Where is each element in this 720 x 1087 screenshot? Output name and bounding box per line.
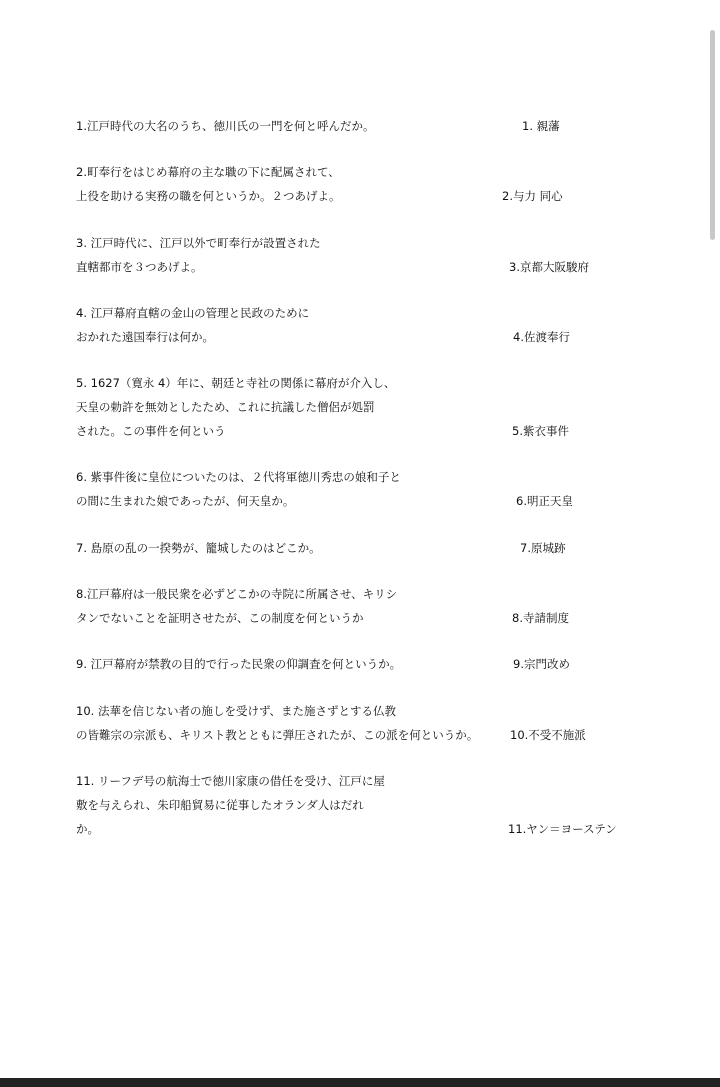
vertical-scrollbar[interactable] (710, 30, 715, 240)
answer-10: 10.不受不施派 (510, 728, 586, 742)
answer-3: 3.京都大阪駿府 (509, 260, 589, 274)
answer-2: 2.与力 同心 (502, 189, 563, 203)
answer-9: 9.宗門改め (513, 657, 570, 671)
answer-6: 6.明正天皇 (516, 494, 573, 508)
question-5-line-3: された。この事件を何という (76, 424, 226, 438)
answer-5: 5.紫衣事件 (512, 424, 569, 438)
question-6-line-2: の間に生まれた娘であったが、何天皇か。 (76, 494, 295, 508)
question-9-line-1: 9. 江戸幕府が禁教の目的で行った民衆の仰調査を何というか。 (76, 657, 402, 671)
answer-8: 8.寺請制度 (512, 611, 569, 625)
bottom-bar (0, 1078, 720, 1087)
question-6-line-1: 6. 紫事件後に皇位についたのは、２代将軍徳川秀忠の娘和子と (76, 470, 401, 484)
question-11-line-1: 11. リーフデ号の航海士で徳川家康の借任を受け、江戸に屋 (76, 774, 385, 788)
question-3-line-2: 直轄都市を３つあげよ。 (76, 260, 203, 274)
question-2-line-2: 上役を助ける実務の職を何というか。２つあげよ。 (76, 189, 341, 203)
answer-1: 1. 親藩 (522, 119, 560, 133)
question-8-line-1: 8.江戸幕府は一般民衆を必ずどこかの寺院に所属させ、キリシ (76, 587, 398, 601)
question-10-line-2: の皆難宗の宗派も、キリスト教とともに弾圧されたが、この派を何というか。 (76, 728, 479, 742)
answer-4: 4.佐渡奉行 (513, 330, 570, 344)
question-5-line-2: 天皇の勅許を無効としたため、これに抗議した僧侶が処罰 (76, 400, 375, 414)
question-11-line-2: 敷を与えられ、朱印船貿易に従事したオランダ人はだれ (76, 798, 364, 812)
answer-11: 11.ヤン＝ヨーステン (508, 822, 617, 836)
question-8-line-2: タンでないことを証明させたが、この制度を何というか (76, 611, 364, 625)
question-5-line-1: 5. 1627（寛永 4）年に、朝廷と寺社の関係に幕府が介入し、 (76, 376, 396, 390)
question-2-line-1: 2.町奉行をはじめ幕府の主な職の下に配属されて、 (76, 165, 340, 179)
answer-7: 7.原城跡 (520, 541, 566, 555)
question-7-line-1: 7. 島原の乱の一揆勢が、籠城したのはどこか。 (76, 541, 321, 555)
question-10-line-1: 10. 法華を信じない者の施しを受けず、また施さずとする仏教 (76, 704, 397, 718)
question-11-line-3: か。 (76, 822, 99, 836)
question-4-line-1: 4. 江戸幕府直轄の金山の管理と民政のために (76, 306, 310, 320)
question-4-line-2: おかれた遠国奉行は何か。 (76, 330, 214, 344)
question-3-line-1: 3. 江戸時代に、江戸以外で町奉行が設置された (76, 236, 321, 250)
question-1-line-1: 1.江戸時代の大名のうち、徳川氏の一門を何と呼んだか。 (76, 119, 375, 133)
